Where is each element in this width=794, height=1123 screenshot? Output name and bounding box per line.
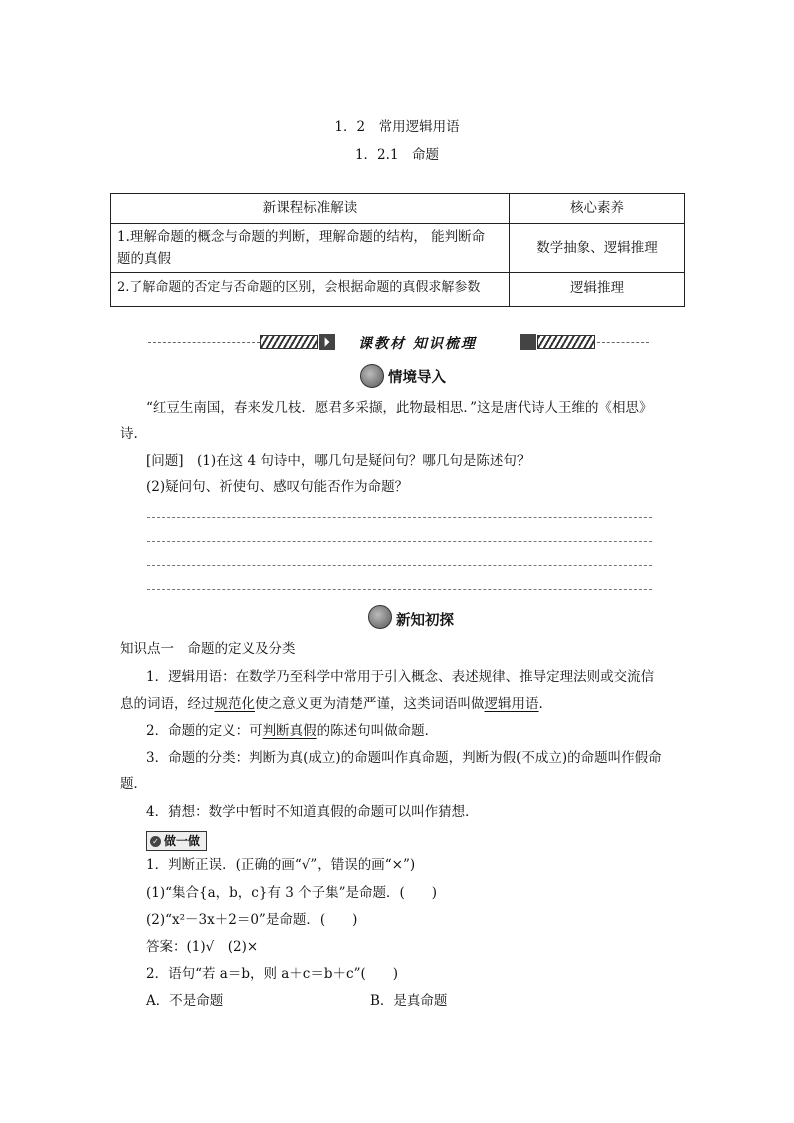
banner-stripes-right bbox=[537, 335, 595, 349]
table-divider-header bbox=[111, 223, 684, 224]
knowledge-point-title: 知识点一 命题的定义及分类 bbox=[120, 641, 296, 657]
table-row-1-literacy: 数学抽象、逻辑推理 bbox=[536, 240, 658, 256]
answer-line-3[interactable] bbox=[147, 565, 652, 566]
item-3-line-1: 3．命题的分类：判断为真(成立)的命题叫作真命题，判断为假(不成立)的命题叫作假命 bbox=[146, 750, 662, 766]
practice-question-2: 2．语句“若 a＝b，则 a＋c＝b＋c”( ) bbox=[146, 966, 399, 982]
term-judge-true-false: 判断真假 bbox=[262, 723, 317, 739]
new-knowledge-section-icon bbox=[368, 605, 392, 629]
question-line-1: [问题] (1)在这 4 句诗中，哪几句是疑问句？哪几句是陈述句？ bbox=[146, 453, 531, 469]
answer-line-4[interactable] bbox=[147, 589, 652, 590]
context-section-title: 情境导入 bbox=[388, 370, 446, 386]
item-1-line-2 bbox=[120, 694, 543, 714]
practice-question-1: 1．判断正误．(正确的画“√”，错误的画“×”) bbox=[146, 857, 416, 873]
banner-right-arrow-icon bbox=[520, 334, 536, 350]
table-row-1-standard-line2: 题的真假 bbox=[117, 251, 171, 267]
table-header-literacy: 核心素养 bbox=[570, 200, 624, 216]
context-section-icon bbox=[360, 364, 384, 388]
item-1-text: 息的词语，经过 bbox=[120, 696, 215, 712]
table-row-2-standard: 2.了解命题的否定与否命题的区别，会根据命题的真假求解参数 bbox=[117, 280, 481, 295]
table-row-2-literacy: 逻辑推理 bbox=[570, 280, 624, 296]
table-divider-row bbox=[111, 272, 684, 273]
practice-answer: 答案：(1)√ (2)× bbox=[146, 939, 259, 955]
item-2 bbox=[146, 721, 438, 741]
new-knowledge-section-title: 新知初探 bbox=[396, 613, 454, 629]
subsection-heading: 1．2.1 命题 bbox=[354, 147, 440, 163]
table-header-standard: 新课程标准解读 bbox=[262, 200, 358, 216]
banner-dash-left bbox=[148, 342, 260, 343]
banner-stripes-left bbox=[260, 335, 318, 349]
option-b[interactable]: B．是真命题 bbox=[370, 993, 448, 1009]
option-a[interactable]: A．不是命题 bbox=[146, 993, 224, 1009]
section-heading: 1．2 常用逻辑用语 bbox=[334, 119, 460, 135]
item-2-text-end: 的陈述句叫做命题． bbox=[316, 723, 439, 739]
check-icon: ✓ bbox=[150, 836, 161, 847]
poem-line-2: 诗. bbox=[120, 426, 138, 442]
item-1-line-1: 1．逻辑用语：在数学乃至科学中常用于引入概念、表述规律、推导定理法则或交流信 bbox=[146, 669, 655, 685]
term-normalization: 规范化 bbox=[214, 696, 255, 712]
standards-table bbox=[110, 193, 685, 307]
answer-line-1[interactable] bbox=[147, 517, 652, 518]
poem-line-1: “红豆生南国，春来发几枝．愿君多采撷，此物最相思．”这是唐代诗人王维的《相思》 bbox=[146, 400, 653, 416]
question-line-2: (2)疑问句、祈使句、感叹句能否作为命题？ bbox=[146, 479, 409, 495]
banner-dash-right bbox=[597, 342, 649, 343]
item-3-line-2: 题． bbox=[120, 776, 147, 792]
item-1-text-end: . bbox=[538, 696, 543, 712]
item-2-text: 2．命题的定义：可 bbox=[146, 723, 263, 739]
item-1-text-mid: 使之意义更为清楚严谨，这类词语叫做 bbox=[255, 696, 485, 712]
practice-question-1-2: (2)“x²－3x＋2＝0”是命题．( ) bbox=[146, 912, 358, 928]
practice-badge bbox=[146, 831, 207, 851]
term-logic-terms: 逻辑用语 bbox=[484, 696, 539, 712]
practice-badge-label: 做一做 bbox=[164, 834, 201, 848]
answer-line-2[interactable] bbox=[147, 541, 652, 542]
banner-left-arrow-icon bbox=[319, 334, 335, 350]
table-row-1-standard-line1: 1.理解命题的概念与命题的判断，理解命题的结构， 能判断命 bbox=[117, 229, 486, 245]
banner-title: 课教材 知识梳理 bbox=[358, 336, 477, 352]
item-4: 4．猜想：数学中暂时不知道真假的命题可以叫作猜想． bbox=[146, 804, 479, 820]
practice-question-1-1: (1)“集合{a，b，c}有 3 个子集”是命题．( ) bbox=[146, 885, 438, 901]
